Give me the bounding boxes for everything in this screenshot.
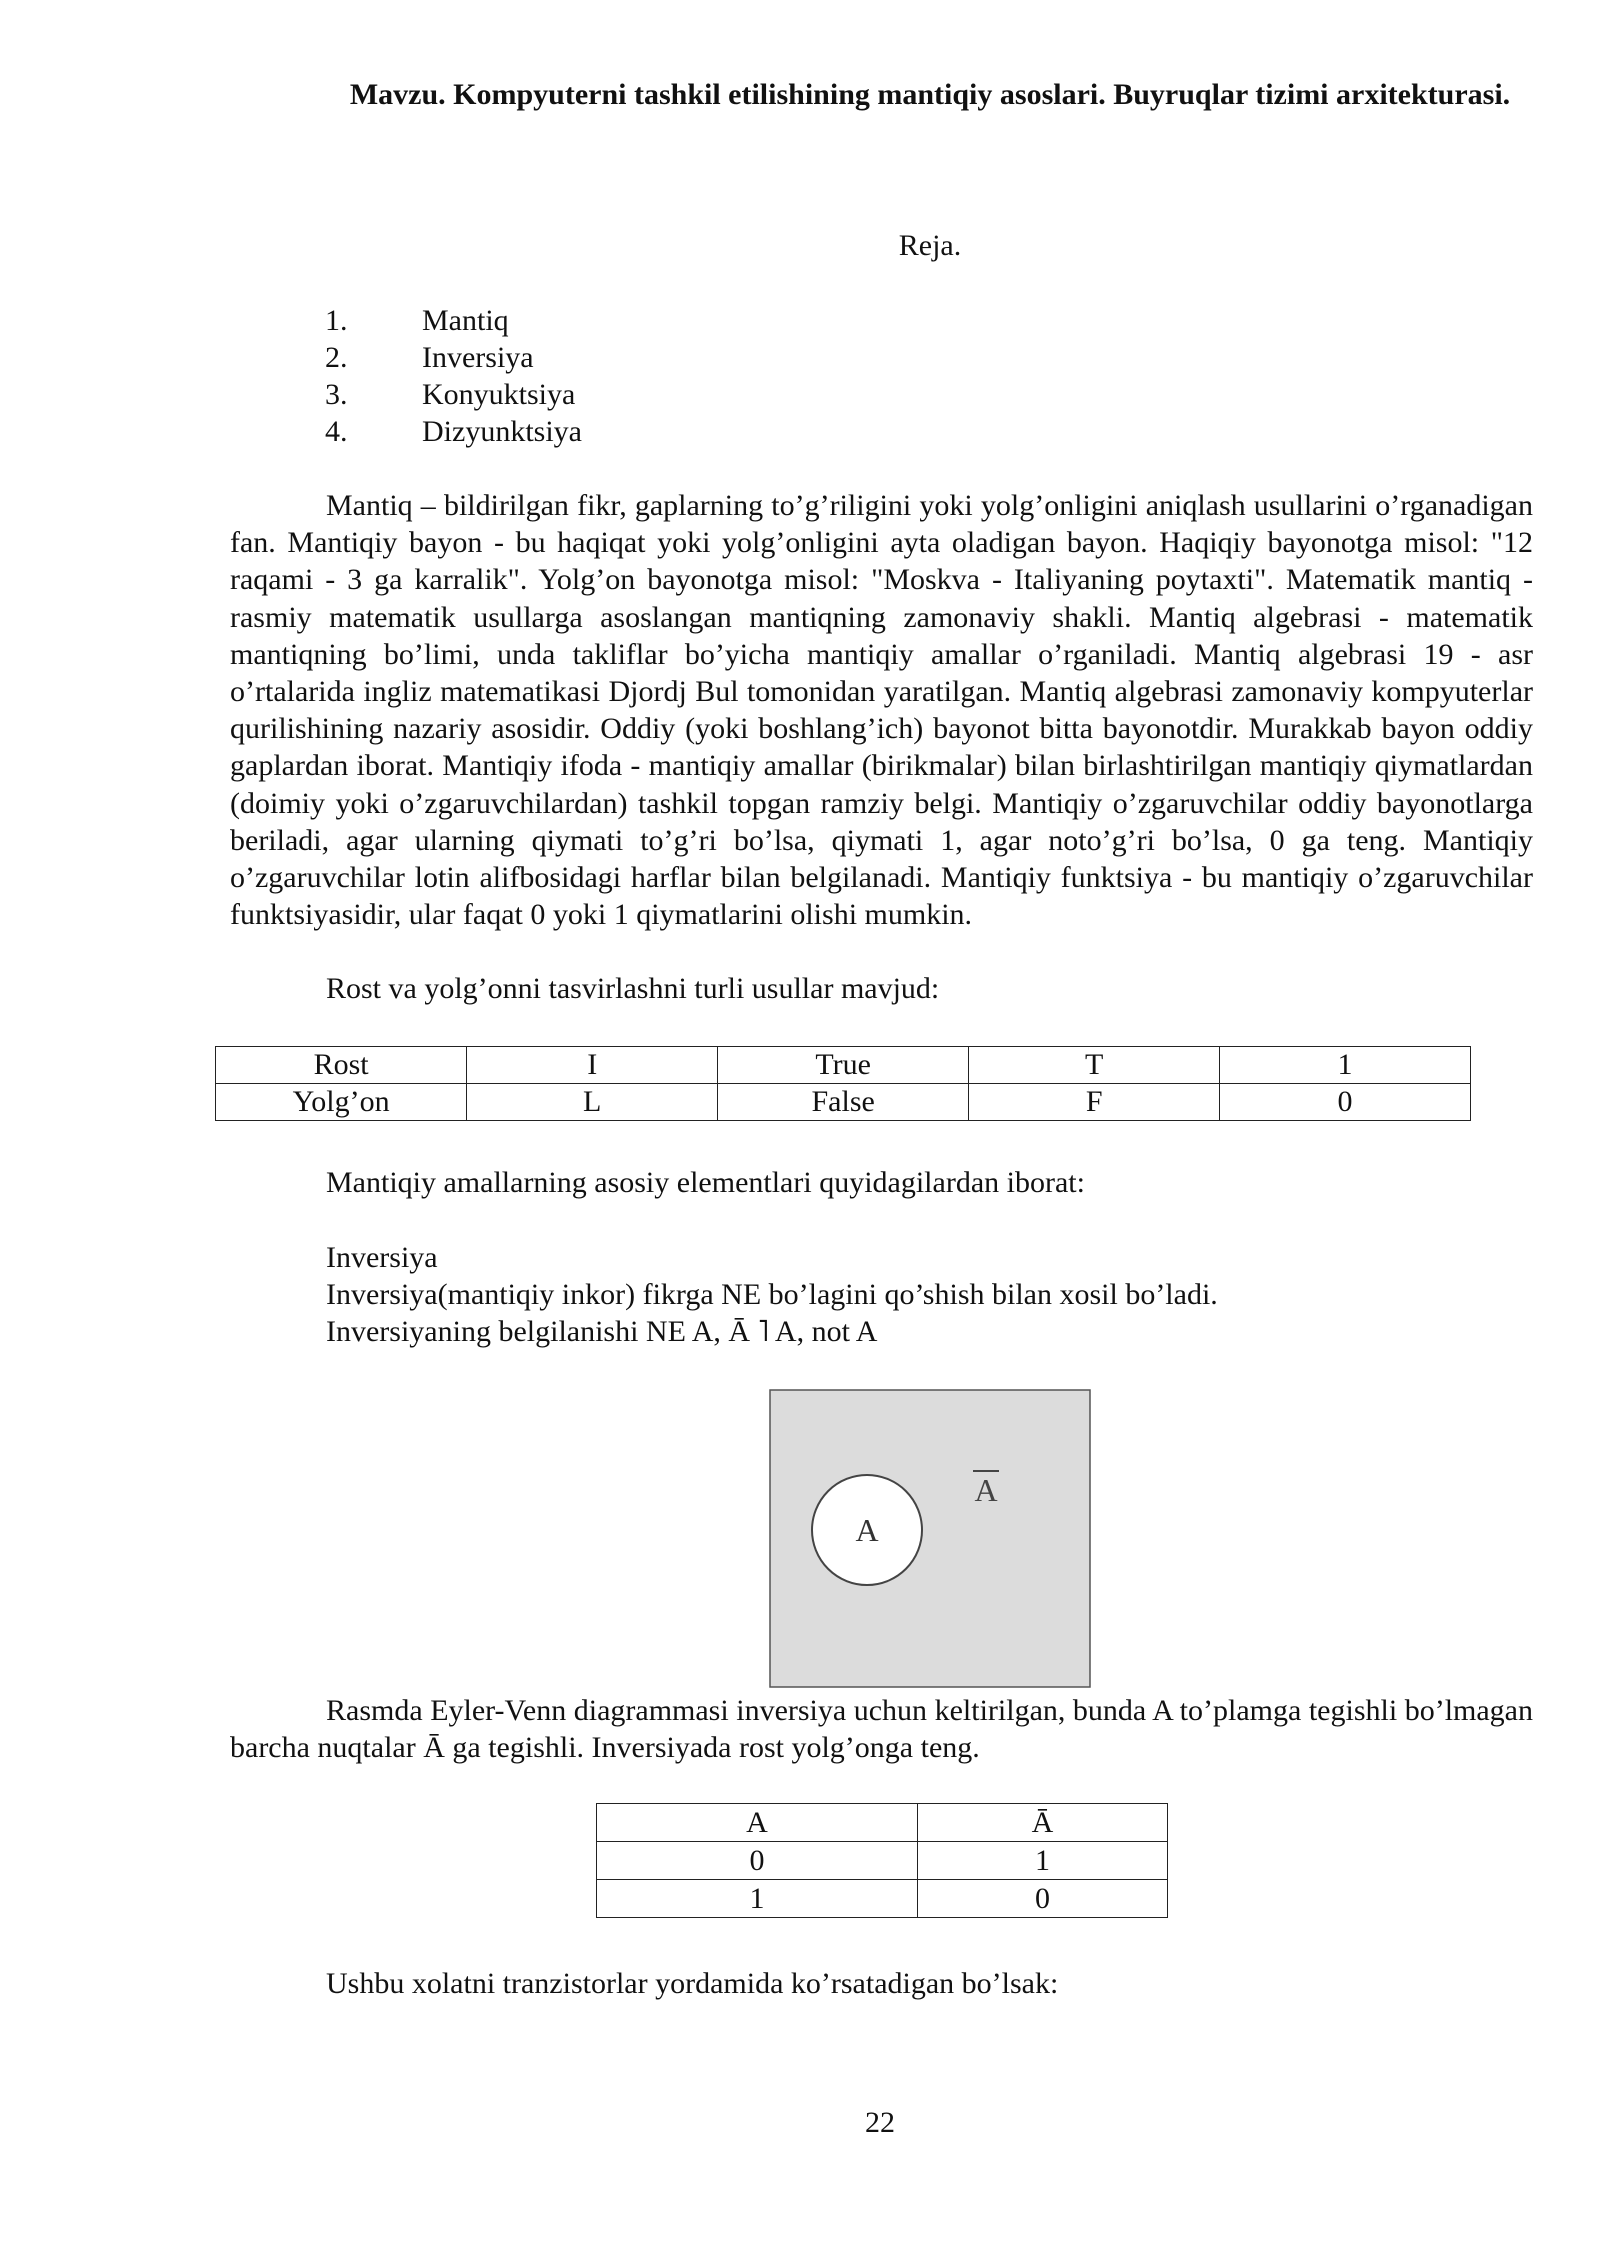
plan-item [325,376,582,413]
table-row [597,1880,1168,1918]
table-cell: False [718,1084,969,1121]
elements-paragraph: Mantiqiy amallarning asosiy elementlari quyidagilardan iborat: [326,1166,1085,1199]
euler-venn-diagram [769,1389,1091,1688]
table-cell: L [467,1084,718,1121]
table-header-row [597,1804,1168,1842]
table-cell: T [969,1047,1220,1084]
intro-paragraph: Mantiq – bildirilgan fikr, gaplarning to’g’riligini yoki yolg’onligini aniqlash usullarini o’rganadigan fan. Mantiqiy bayon - bu haqiqat yoki yolg’onligini ayta oladigan bayon. Haqiqiy bayonotga misol: "12 raqami - 3 ga karralik". Yolg’on bayonotga misol: "Moskva - Italiyaning poytaxti". Matematik mantiq - rasmiy matematik usullarga asoslangan mantiqning zamonaviy shakli. Mantiq algebrasi - matematik mantiqning bo’limi, unda takliflar bo’yicha mantiqiy amallar o’rganiladi. Mantiq algebrasi 19 - asr o’rtalarida ingliz matematikasi Djordj Bul tomonidan yaratilgan. Mantiq algebrasi zamonaviy kompyuterlar qurilishining nazariy asosidir. Oddiy (yoki boshlang’ich) bayonot bitta bayonotdir. Murakkab bayon oddiy gaplardan iborat. Mantiqiy ifoda - mantiqiy amallar (birikmalar) bilan birlashtirilgan mantiqiy qiymatlardan (doimiy yoki o’zgaruvchilardan) tashkil topgan ramziy belgi. Mantiqiy o’zgaruvchilar oddiy bayonotlarga beriladi, agar ularning qiymati to’g’ri bo’lsa, qiymati 1, agar noto’g’ri bo’lsa, 0 ga teng. Mantiqiy o’zgaruvchilar lotin alifbosidagi harflar bilan belgilanadi. Mantiqiy funktsiya - bu mantiqiy o’zgaruvchilar funktsiyasidir, ular faqat 0 yoki 1 qiymatlarini olishi mumkin. [230,489,1533,932]
plan-item [325,302,582,339]
inversion-heading: Inversiya [326,1241,438,1274]
table-cell: True [718,1047,969,1084]
plan-list [325,302,582,450]
set-a-label: A [855,1512,879,1548]
plan-heading: Reja. [898,229,962,262]
ways-paragraph: Rost va yolg’onni tasvirlashni turli usullar mavjud: [326,972,940,1005]
truth-representation-table [215,1046,1471,1121]
inversion-notation: Inversiyaning belgilanishi NE A, Ā ˥ A, not A [326,1315,878,1348]
plan-item-number: 1. [325,304,348,337]
table-cell: 1 [597,1880,918,1918]
table-header-cell: Ā [918,1804,1168,1842]
inversion-definition: Inversiya(mantiqiy inkor) fikrga NE bo’lagini qo’shish bilan xosil bo’ladi. [326,1278,1218,1311]
table-cell: 1 [918,1842,1168,1880]
table-cell: 0 [918,1880,1168,1918]
plan-item-text: Dizyunktsiya [422,415,582,448]
inversion-truth-table [596,1803,1168,1918]
table-cell: F [969,1084,1220,1121]
table-cell: Rost [216,1047,467,1084]
transistor-paragraph: Ushbu xolatni tranzistorlar yordamida ko’rsatadigan bo’lsak: [326,1967,1059,2000]
table-cell: 0 [597,1842,918,1880]
plan-item-text: Mantiq [422,304,509,337]
table-row [216,1047,1471,1084]
plan-item-text: Konyuktsiya [422,378,576,411]
plan-item-number: 3. [325,378,348,411]
plan-item-number: 4. [325,415,348,448]
page-number: 22 [865,2106,895,2139]
page-title: Mavzu. Kompyuterni tashkil etilishining mantiqiy asoslari. Buyruqlar tizimi arxitekturasi. [349,78,1511,111]
plan-item-text: Inversiya [422,341,534,374]
complement-label: A [974,1472,998,1508]
table-header-cell: A [597,1804,918,1842]
table-cell: I [467,1047,718,1084]
table-cell: Yolg’on [216,1084,467,1121]
table-cell: 0 [1220,1084,1471,1121]
table-cell: 1 [1220,1047,1471,1084]
plan-item-number: 2. [325,341,348,374]
table-row [216,1084,1471,1121]
table-row [597,1842,1168,1880]
plan-item [325,339,582,376]
plan-item [325,413,582,450]
venn-paragraph: Rasmda Eyler-Venn diagrammasi inversiya uchun keltirilgan, bunda A to’plamga tegishli bo’lmagan barcha nuqtalar Ā ga tegishli. Inversiyada rost yolg’onga teng. [230,1694,1533,1765]
